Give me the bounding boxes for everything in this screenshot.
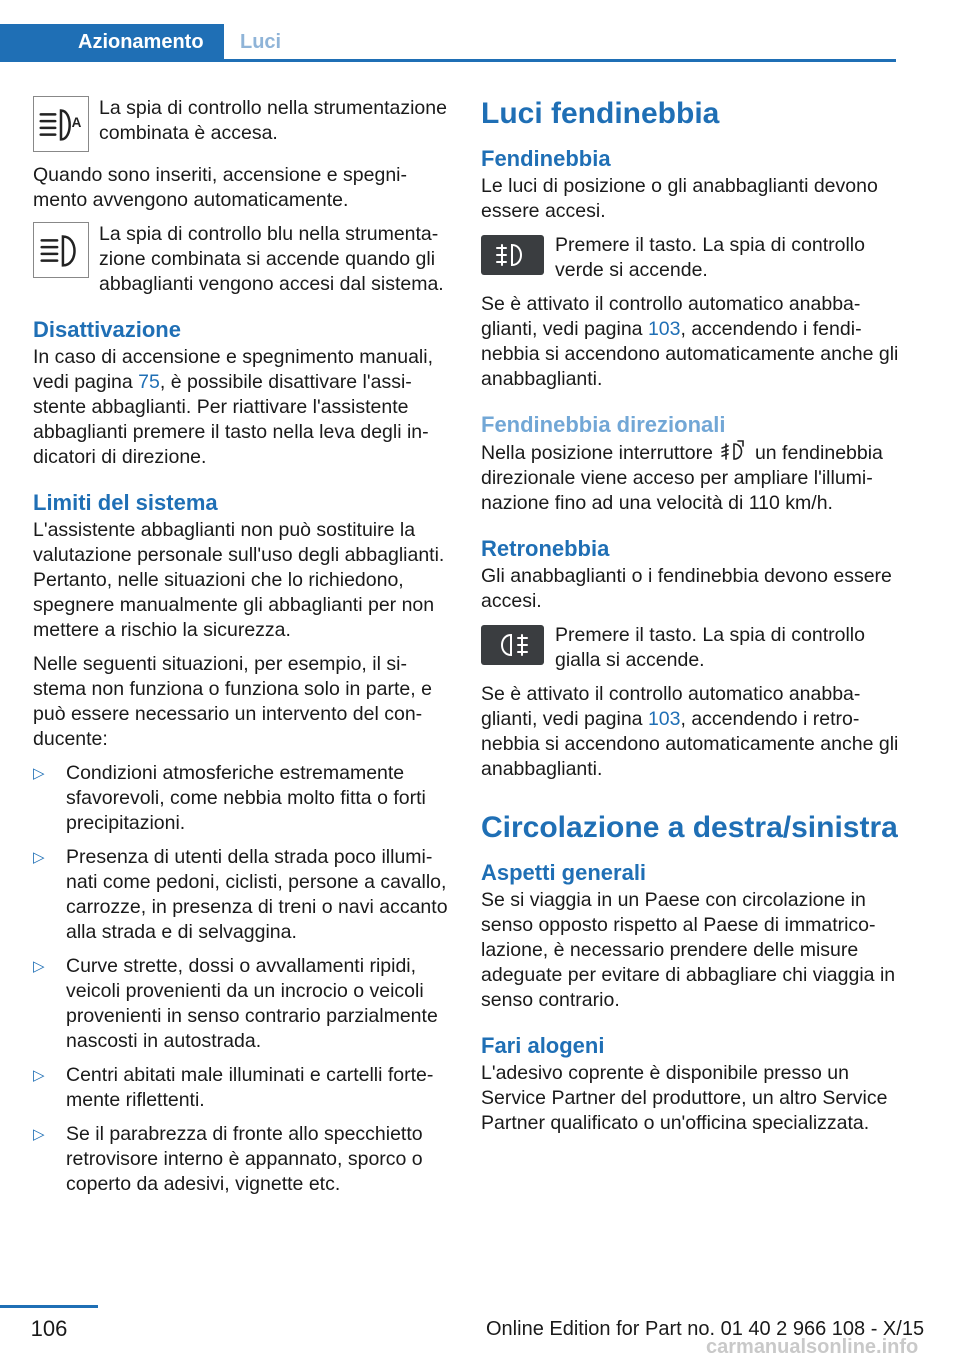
tab-azionamento[interactable]: Azionamento <box>0 24 224 60</box>
right-column <box>481 96 899 1145</box>
page-link-103-b[interactable]: 103 <box>647 708 681 730</box>
svg-text:A: A <box>71 114 82 130</box>
heading-aspetti-generali: Aspetti generali <box>481 860 647 885</box>
heading-fendinebbia-direzionali: Fendinebbia direzionali <box>481 412 726 437</box>
front-fog-light-button-icon <box>481 235 544 275</box>
paragraph-direzionali: Nella posizione interruttore un fendinebbia direzionale viene acceso per ampliare l'illuminazione fino ad una velocità di 110 km/h. <box>481 442 883 514</box>
paragraph-auto-on-off: Quando sono inseriti, accensione e spegnimento avvengono automaticamente. <box>33 164 407 211</box>
page-number: 106 <box>30 1316 68 1341</box>
indicator-text-1: La spia di controllo nella strumentazione combinata è accesa. <box>99 97 447 144</box>
front-fog-button-text: Premere il tasto. La spia di controllo verde si accende. <box>555 234 865 281</box>
heading-retronebbia: Retronebbia <box>481 536 610 561</box>
footer-rule <box>0 1305 98 1308</box>
limitations-list <box>33 761 448 1197</box>
heading-luci-fendinebbia: Luci fendinebbia <box>481 97 720 130</box>
heading-fendinebbia: Fendinebbia <box>481 146 611 171</box>
front-fog-button-para <box>481 233 899 283</box>
paragraph-retro-auto: Se è attivato il controllo automatico anabbaglianti, vedi pagina 103, accendendo i retronebbia si accendono automaticamente anche gli anabbaglianti. <box>481 683 899 780</box>
list-item: ▷ Centri abitati male illuminati e cartelli fortemente riflettenti. <box>33 1064 434 1111</box>
rear-fog-button-para <box>481 623 899 673</box>
list-item: ▷ Presenza di utenti della strada poco illuminati come pedoni, ciclisti, persone a cavallo, carrozze, in presenza di treni o navi accanto alla strada e di selvaggina. <box>33 846 448 943</box>
indicator-text-2: La spia di controllo blu nella strumentazione combinata si accende quando gli abbaglianti vengono accesi dal sistema. <box>99 223 444 295</box>
paragraph-limiti-2: Nelle seguenti situazioni, per esempio, il sistema non funziona o funziona solo in parte, e può essere necessario un intervento del conducente: <box>33 653 432 750</box>
list-item: ▷ Se il parabrezza di fronte allo specchietto retrovisore interno è appannato, sporco o coperto da adesivi, vignette etc. <box>33 1123 423 1195</box>
high-beam-icon <box>33 222 89 278</box>
paragraph-fendi-auto: Se è attivato il controllo automatico anabbaglianti, vedi pagina 103, accendendo i fendinebbia si accendono automaticamente anche gli anabbaglianti. <box>481 293 899 390</box>
watermark: carmanualsonline.info <box>706 1336 919 1358</box>
tab-luci[interactable]: Luci <box>240 31 282 53</box>
blue-high-beam-indicator-para <box>33 222 448 297</box>
paragraph-aspetti: Se si viaggia in un Paese con circolazione in senso opposto rispetto al Paese di immatricolazione, è necessario prendere delle misure adeguate per evitare di abbagliare chi viaggia in senso contrario. <box>481 889 896 1011</box>
paragraph-retronebbia: Gli anabbaglianti o i fendinebbia devono essere accesi. <box>481 565 892 612</box>
heading-circolazione: Circolazione a destra/sinistra <box>481 811 898 844</box>
page-link-103[interactable]: 103 <box>647 318 681 340</box>
triangle-bullet-icon: ▷ <box>33 1067 45 1084</box>
triangle-bullet-icon: ▷ <box>33 849 45 866</box>
heading-fari-alogeni: Fari alogeni <box>481 1033 605 1058</box>
auto-high-beam-indicator-para <box>33 96 448 154</box>
left-column <box>33 96 448 1206</box>
triangle-bullet-icon: ▷ <box>33 765 45 782</box>
triangle-bullet-icon: ▷ <box>33 958 45 975</box>
paragraph-fendinebbia: Le luci di posizione o gli anabbaglianti devono essere accesi. <box>481 175 878 222</box>
rear-fog-light-button-icon <box>481 625 544 665</box>
paragraph-fari: L'adesivo coprente è disponibile presso un Service Partner del produttore, un altro Service Partner qualificato o un'officina specializzata. <box>481 1062 888 1134</box>
paragraph-limiti-1: L'assistente abbaglianti non può sostituire la valutazione personale sull'uso degli abbaglianti. Pertanto, nelle situazioni che lo richiedono, spegnere manualmente gli abbaglianti per non mettere a rischio la sicurezza. <box>33 519 445 641</box>
page-link-75[interactable]: 75 <box>138 371 160 393</box>
auto-high-beam-icon <box>33 96 89 152</box>
list-item: ▷ Curve strette, dossi o avvallamenti ripidi, veicoli provenienti da un incrocio o veicoli provenienti in senso contrario parzialmente nascosti in autostrada. <box>33 955 438 1052</box>
rear-fog-button-text: Premere il tasto. La spia di controllo gialla si accende. <box>555 624 865 671</box>
triangle-bullet-icon: ▷ <box>33 1126 45 1143</box>
edition-text: Online Edition for Part no. 01 40 2 966 108 - X/15 <box>486 1318 925 1340</box>
heading-limiti: Limiti del sistema <box>33 490 218 515</box>
heading-disattivazione: Disattivazione <box>33 317 181 342</box>
list-item: ▷ Condizioni atmosferiche estremamente sfavorevoli, come nebbia molto fitta o forti precipitazioni. <box>33 762 426 834</box>
paragraph-disattivazione: In caso di accensione e spegnimento manuali, vedi pagina 75, è possibile disattivare l'assistente abbaglianti. Per riattivare l'assistente abbaglianti premere il tasto nella leva degli indicatori di direzione. <box>33 346 433 468</box>
header-tabs <box>0 24 896 62</box>
cornering-fog-switch-icon <box>719 440 749 462</box>
